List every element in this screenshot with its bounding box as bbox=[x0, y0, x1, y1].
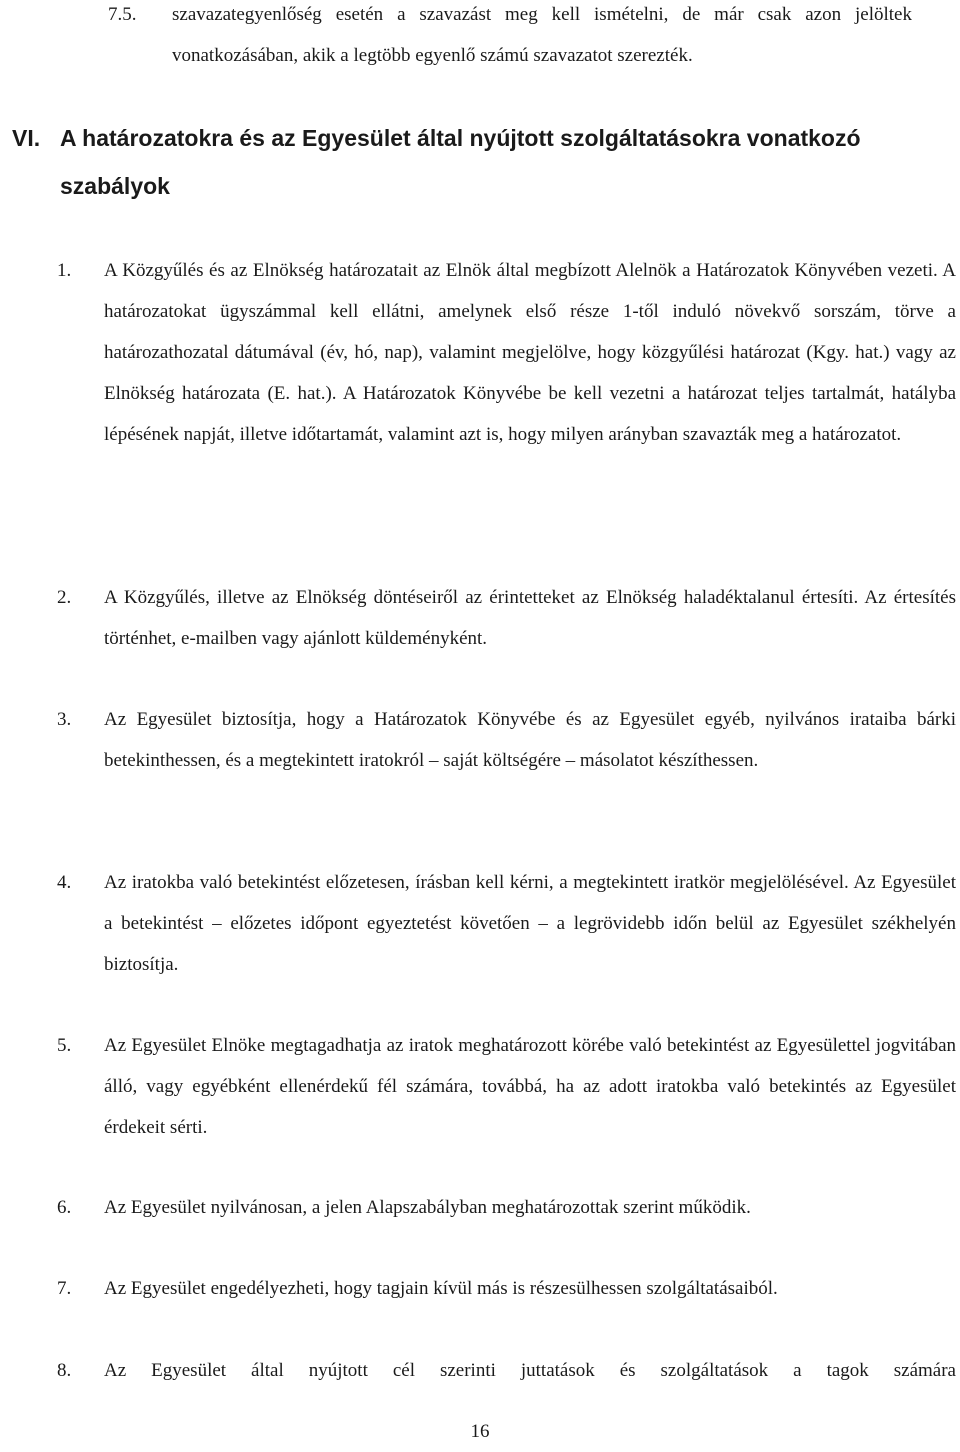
list-item-number: 8. bbox=[57, 1360, 72, 1381]
list-item-text: Az iratokba való betekintést előzetesen, írásban kell kérni, a megtekintett iratkör megjelölésével. Az Egyesület a betekintést – előzetes időpont egyeztetést követően – a legrövidebb időn belül az Egyesület székhelyén biztosítja. bbox=[104, 872, 956, 975]
section-title: A határozatokra és az Egyesület által nyújtott szolgáltatásokra vonatkozó szabályok bbox=[60, 125, 861, 199]
list-item-text: A Közgyűlés, illetve az Elnökség döntéseiről az érintetteket az Elnökség haladéktalanul értesíti. Az értesítés történhet, e-mailben vagy ajánlott küldeményként. bbox=[104, 587, 956, 649]
section-number: VI. bbox=[12, 125, 41, 151]
list-item-number: 3. bbox=[57, 709, 72, 730]
list-item-text: A Közgyűlés és az Elnökség határozatait az Elnök által megbízott Alelnök a Határozatok Könyvében vezeti. A határozatokat ügyszámmal kell ellátni, amelynek első része 1-től induló növekvő sorszám, törve a határozathozatal dátumával (év, hó, nap), valamint megjelölve, hogy közgyűlési határozat (Kgy. hat.) vagy az Elnökség határozata (E. hat.). A Határozatok Könyvébe be kell vezetni a határozat teljes tartalmát, hatályba lépésének napját, illetve időtartamát, valamint azt is, hogy milyen arányban szavazták meg a határozatot. bbox=[104, 260, 956, 445]
sub-item-text: szavazategyenlőség esetén a szavazást meg kell ismételni, de már csak azon jelöltek vonatkozásában, akik a legtöbb egyenlő számú szavazatot szerezték. bbox=[172, 4, 912, 66]
list-item-text: Az Egyesület nyilvánosan, a jelen Alapszabályban meghatározottak szerint működik. bbox=[104, 1197, 751, 1218]
list-item-text: Az Egyesület által nyújtott cél szerinti juttatások és szolgáltatások a tagok számára bbox=[104, 1360, 956, 1381]
list-item-number: 5. bbox=[57, 1035, 72, 1056]
sub-item-number: 7.5. bbox=[108, 4, 137, 25]
list-item-number: 6. bbox=[57, 1197, 72, 1218]
list-item-text: Az Egyesület Elnöke megtagadhatja az iratok meghatározott körébe való betekintést az Egyesülettel jogvitában álló, vagy egyébként ellenérdekű fél számára, továbbá, ha az adott iratokba való betekintés az Egyesület érdekeit sérti. bbox=[104, 1035, 956, 1138]
list-item-number: 7. bbox=[57, 1278, 72, 1299]
list-item-text: Az Egyesület biztosítja, hogy a Határozatok Könyvébe és az Egyesület egyéb, nyilvános irataiba bárki betekinthessen, és a megtekintett iratokról – saját költségére – másolatot készíthessen. bbox=[104, 709, 956, 771]
list-item-number: 1. bbox=[57, 260, 72, 281]
list-item-text: Az Egyesület engedélyezheti, hogy tagjain kívül más is részesülhessen szolgáltatásaiból. bbox=[104, 1278, 778, 1299]
page-number: 16 bbox=[470, 1421, 490, 1442]
list-item-number: 4. bbox=[57, 872, 72, 893]
list-item-number: 2. bbox=[57, 587, 72, 608]
